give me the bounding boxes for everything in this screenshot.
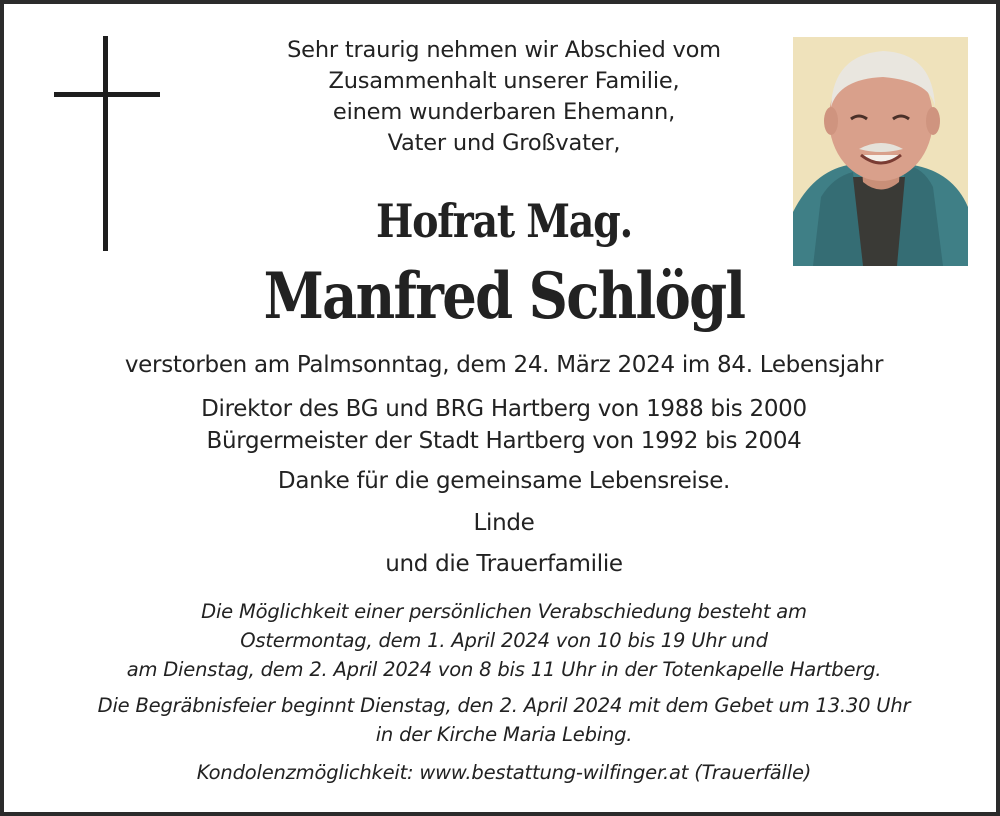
mourner-name: Linde — [473, 510, 535, 536]
honorific-title: Hofrat Mag. — [376, 194, 632, 248]
career-line: Direktor des BG und BRG Hartberg von 1988 bis 2000 — [201, 396, 807, 422]
intro-line: Sehr traurig nehmen wir Abschied vom — [287, 37, 721, 63]
farewell-line: Ostermontag, dem 1. April 2024 von 10 bis 19 Uhr und — [240, 629, 768, 652]
thanks-text: Danke für die gemeinsame Lebensreise. — [277, 468, 731, 494]
cross-icon — [103, 36, 108, 251]
deceased-name: Manfred Schlögl — [263, 259, 745, 334]
career-line: Bürgermeister der Stadt Hartberg von 1992 bis 2004 — [206, 428, 802, 454]
funeral-text — [4, 691, 1000, 749]
cross-icon-bar — [54, 92, 160, 97]
farewell-text — [4, 597, 1000, 684]
mourner-family: und die Trauerfamilie — [385, 551, 623, 577]
death-notice: verstorben am Palmsonntag, dem 24. März 2024 im 84. Lebensjahr — [124, 352, 884, 378]
intro-line: Zusammenhalt unserer Familie, — [328, 68, 680, 94]
intro-line: einem wunderbaren Ehemann, — [332, 99, 676, 125]
funeral-line: Die Begräbnisfeier beginnt Dienstag, den 2. April 2024 mit dem Gebet um 13.30 Uhr — [97, 694, 911, 717]
farewell-line: am Dienstag, dem 2. April 2024 von 8 bis 11 Uhr in der Totenkapelle Hartberg. — [126, 658, 882, 681]
farewell-line: Die Möglichkeit einer persönlichen Verabschiedung besteht am — [201, 600, 807, 623]
intro-text — [159, 35, 849, 159]
career-text — [4, 393, 1000, 457]
condolence-text: Kondolenzmöglichkeit: www.bestattung-wilfinger.at (Trauerfälle) — [196, 761, 812, 784]
funeral-line: in der Kirche Maria Lebing. — [375, 723, 633, 746]
intro-line: Vater und Großvater, — [387, 130, 621, 156]
